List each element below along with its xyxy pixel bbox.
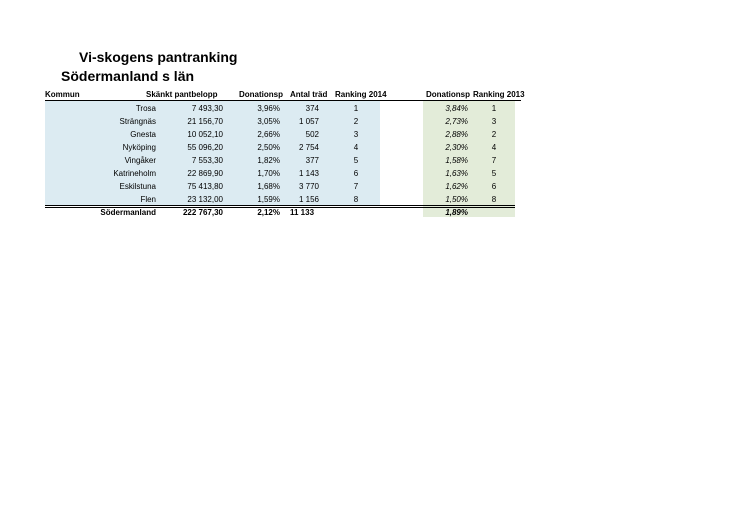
cell-belopp: 23 132,00 (187, 195, 223, 204)
cell-trad: 2 754 (298, 143, 319, 152)
cell-rank-2013: 3 (491, 117, 497, 126)
total-kommun: Södermanland (100, 208, 156, 217)
header-donationsprocent-2013: Donationsp (426, 90, 470, 99)
header-antal-trad: Antal träd (290, 90, 328, 99)
cell-kommun: Flen (140, 195, 156, 204)
header-ranking-2014: Ranking 2014 (335, 90, 387, 99)
cell-trad: 1 156 (298, 195, 319, 204)
cell-pct-2013: 3,84% (445, 104, 468, 113)
cell-belopp: 22 869,90 (187, 169, 223, 178)
total-trad: 11 133 (290, 208, 315, 217)
cell-pct-2013: 2,88% (445, 130, 468, 139)
cell-trad: 1 143 (298, 169, 319, 178)
cell-rank-2014: 6 (353, 169, 359, 178)
cell-trad: 1 057 (298, 117, 319, 126)
cell-rank-2014: 2 (353, 117, 359, 126)
cell-pct: 1,82% (257, 156, 280, 165)
cell-pct-2013: 1,63% (445, 169, 468, 178)
cell-kommun: Nyköping (122, 143, 156, 152)
cell-trad: 502 (305, 130, 319, 139)
cell-pct-2013: 1,58% (445, 156, 468, 165)
header-donationsprocent: Donationsp (239, 90, 283, 99)
cell-pct: 2,66% (257, 130, 280, 139)
cell-pct: 2,50% (257, 143, 280, 152)
header-ranking-2013: Ranking 2013 (473, 90, 525, 99)
table-row (0, 141, 746, 154)
cell-pct: 1,68% (257, 182, 280, 191)
total-pct-2013: 1,89% (445, 208, 468, 217)
cell-rank-2013: 1 (491, 104, 497, 113)
total-belopp: 222 767,30 (182, 208, 223, 217)
cell-rank-2014: 3 (353, 130, 359, 139)
cell-trad: 374 (305, 104, 319, 113)
cell-rank-2013: 7 (491, 156, 497, 165)
sheet-title: Vi-skogens pantranking (79, 49, 238, 65)
cell-rank-2013: 6 (491, 182, 497, 191)
header-skankt-pantbelopp: Skänkt pantbelopp (146, 90, 218, 99)
cell-pct: 3,05% (257, 117, 280, 126)
cell-kommun: Vingåker (124, 156, 156, 165)
total-pct: 2,12% (257, 208, 280, 217)
cell-rank-2014: 7 (353, 182, 359, 191)
sheet-subtitle: Södermanland s län (61, 68, 195, 84)
cell-kommun: Katrineholm (113, 169, 156, 178)
cell-kommun: Strängnäs (119, 117, 156, 126)
cell-trad: 3 770 (298, 182, 319, 191)
cell-pct-2013: 1,62% (445, 182, 468, 191)
cell-belopp: 75 413,80 (187, 182, 223, 191)
cell-rank-2014: 5 (353, 156, 359, 165)
cell-pct-2013: 2,30% (445, 143, 468, 152)
cell-kommun: Trosa (135, 104, 156, 113)
cell-belopp: 7 493,30 (191, 104, 223, 113)
cell-rank-2014: 4 (353, 143, 359, 152)
cell-belopp: 55 096,20 (187, 143, 223, 152)
cell-pct: 1,70% (257, 169, 280, 178)
table-row (0, 167, 746, 180)
cell-rank-2014: 8 (353, 195, 359, 204)
header-kommun: Kommun (45, 90, 80, 99)
cell-pct-2013: 1,50% (445, 195, 468, 204)
cell-rank-2013: 4 (491, 143, 497, 152)
table-row (0, 180, 746, 193)
cell-rank-2013: 5 (491, 169, 497, 178)
table-row (0, 115, 746, 128)
cell-belopp: 7 553,30 (191, 156, 223, 165)
cell-rank-2013: 2 (491, 130, 497, 139)
cell-belopp: 21 156,70 (187, 117, 223, 126)
table-row (0, 102, 746, 115)
cell-rank-2013: 8 (491, 195, 497, 204)
cell-belopp: 10 052,10 (187, 130, 223, 139)
cell-rank-2014: 1 (353, 104, 359, 113)
cell-pct: 1,59% (257, 195, 280, 204)
total-row (0, 206, 746, 219)
cell-kommun: Eskilstuna (119, 182, 156, 191)
cell-trad: 377 (305, 156, 319, 165)
cell-pct-2013: 2,73% (445, 117, 468, 126)
table-row (0, 128, 746, 141)
cell-kommun: Gnesta (130, 130, 156, 139)
cell-pct: 3,96% (257, 104, 280, 113)
table-row (0, 154, 746, 167)
